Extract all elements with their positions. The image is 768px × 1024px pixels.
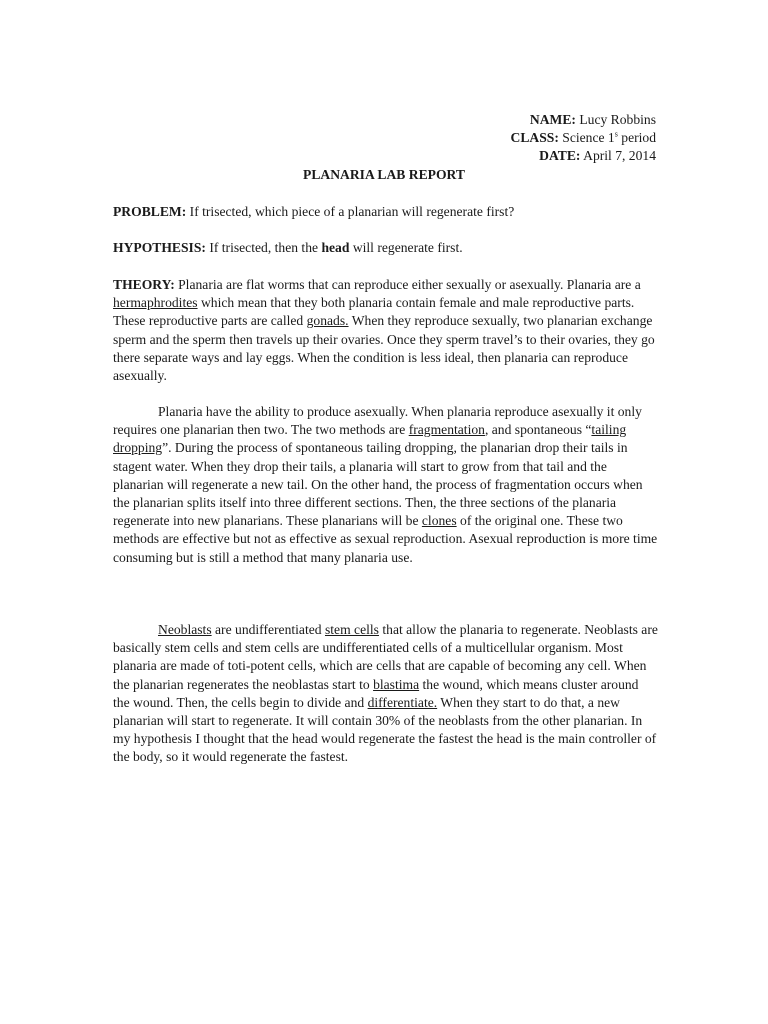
theory-p2-text: Planaria have the ability to produce asexually. When planaria reproduce asexually it only requires one planarian then two. The two methods are	[113, 404, 642, 438]
class-value-period: period	[621, 130, 656, 145]
term-neoblasts: Neoblasts	[158, 622, 212, 637]
theory-paragraph-1	[113, 276, 658, 385]
hypothesis-label: HYPOTHESIS:	[113, 240, 206, 255]
problem-label: PROBLEM:	[113, 204, 187, 219]
hypothesis-text-post: will regenerate first.	[352, 240, 463, 255]
term-stem-cells: stem cells	[324, 622, 379, 637]
theory-paragraph-3	[113, 621, 658, 767]
theory-p3-text: When they start to do that, a new planarian will start to regenerate. It will contain 30% of the neoblasts from the other planarian. In my hypothesis I thought that the head would regenerate the fastest the head is the main controller of the body, so it would regenerate the fastest.	[113, 694, 657, 765]
name-label: NAME:	[529, 112, 576, 127]
term-hermaphrodites: hermaphrodites	[113, 295, 198, 311]
theory-p1-text: Planaria are flat worms that can reproduce either sexually or asexually. Planaria are a	[178, 277, 641, 292]
hypothesis-section	[113, 239, 658, 257]
date-line	[511, 147, 657, 165]
class-superscript: s	[614, 129, 618, 139]
hypothesis-text-pre: If trisected, then the	[209, 240, 319, 255]
theory-p3-text: that allow the planaria to regenerate. Neoblasts are basically stem cells and stem cells are undifferentiated cells of a multicellular organism. Most planaria are made of toti-potent cells, which are cells that are capable of becoming any cell. When the planarian regenerates the neoblastas start to	[113, 622, 658, 692]
header-info	[511, 111, 657, 165]
theory-p3-text: the wound, which means cluster around the wound. Then, the cells begin to divide and	[113, 676, 639, 710]
date-value: April 7, 2014	[583, 148, 656, 163]
term-fragmentation: fragmentation	[408, 422, 485, 438]
theory-label: THEORY:	[113, 277, 175, 292]
theory-p3-text: are undifferentiated	[211, 622, 325, 637]
term-tailing-dropping: tailing dropping	[113, 422, 627, 456]
name-line	[511, 111, 657, 129]
report-title: PLANARIA LAB REPORT	[303, 167, 465, 182]
date-label: DATE:	[539, 148, 581, 163]
theory-p2-text: , and spontaneous “	[484, 422, 592, 438]
hypothesis-bold-word: head	[321, 240, 350, 255]
theory-p2-text: ”. During the process of spontaneous tailing dropping, the planarian drop their tails in stagent water. When they drop their tails, a planaria will start to grow from that tail and the planarian will regenerate a new tail. On the other hand, the process of fragmentation occurs when the planarian splits itself into three different sections. Then, the three sections of the planaria regenerate into new planarians. These planarians will be	[113, 440, 643, 529]
problem-section	[113, 203, 658, 221]
theory-p1-text: which mean that they both planaria contain female and male reproductive parts. These reproductive parts are called	[113, 295, 635, 329]
theory-p2-text: of the original one. These two methods are effective but not as effective as sexual reproduction. Asexual reproduction is more time consuming but is still a method that many planaria use.	[113, 513, 658, 565]
class-label: CLASS:	[510, 130, 559, 145]
class-line	[511, 129, 657, 147]
theory-p1-text: When they reproduce sexually, two planarian exchange sperm and the sperm then travels up their ovaries. Once they sperm travel’s to their ovaries, they go there separate ways and lay eggs. When the condition is less ideal, then planaria can reproduce asexually.	[113, 313, 655, 384]
problem-text: If trisected, which piece of a planarian will regenerate first?	[189, 204, 515, 219]
term-blastima: blastima	[373, 676, 420, 692]
term-differentiate: differentiate.	[367, 694, 438, 710]
name-value: Lucy Robbins	[579, 112, 656, 127]
term-gonads: gonads.	[306, 313, 349, 329]
class-value: Science 1	[562, 130, 615, 145]
term-clones: clones	[421, 513, 457, 529]
theory-paragraph-2	[113, 403, 658, 567]
